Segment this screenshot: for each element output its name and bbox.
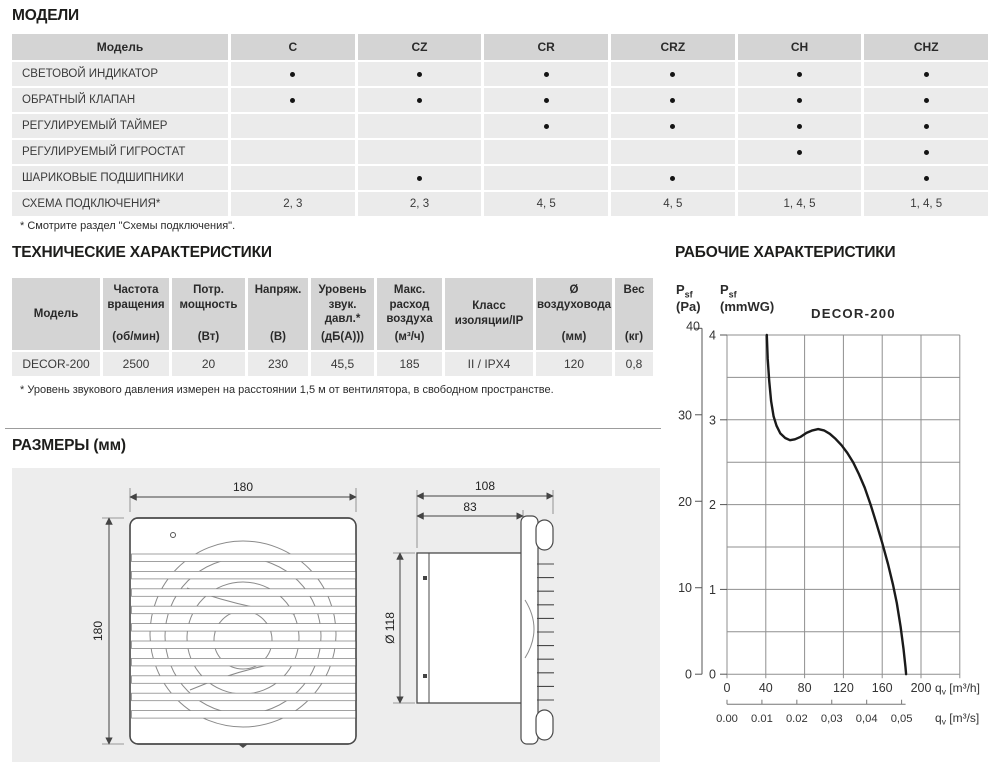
tech-data-cell: 20 — [172, 352, 245, 376]
tech-data-cell: 45,5 — [311, 352, 374, 376]
models-header-cell: C — [231, 34, 355, 60]
tech-footnote: * Уровень звукового давления измерен на расстоянии 1,5 м от вентилятора, в свободном пространстве. — [20, 384, 554, 396]
feature-value-cell — [484, 114, 608, 138]
feature-value-cell — [611, 114, 735, 138]
feature-value-cell: 4, 5 — [484, 192, 608, 216]
tech-header-unit: (дБ(А))) — [320, 331, 365, 344]
tech-data-row — [12, 352, 653, 376]
pa-axis — [678, 319, 702, 681]
screw-icon — [171, 533, 176, 538]
feature-value-cell — [738, 140, 862, 164]
tech-header-cell — [172, 278, 245, 350]
feature-value-cell — [864, 166, 988, 190]
feature-value-cell — [738, 62, 862, 86]
feature-value-cell — [611, 140, 735, 164]
feature-value-cell — [358, 140, 482, 164]
depth-duct-dim: 83 — [463, 500, 477, 514]
feature-value-cell: 2, 3 — [358, 192, 482, 216]
svg-text:30: 30 — [678, 408, 692, 423]
feature-label: ШАРИКОВЫЕ ПОДШИПНИКИ — [12, 166, 228, 190]
svg-text:0: 0 — [709, 667, 716, 682]
tech-header-row — [12, 278, 653, 350]
mmwg-axis — [709, 329, 727, 682]
feature-value-cell — [231, 114, 355, 138]
feature-dot-icon — [417, 98, 422, 103]
feature-value-cell — [484, 140, 608, 164]
tech-header-cell — [445, 278, 533, 350]
tech-data-cell: 230 — [248, 352, 308, 376]
feature-dot-icon — [670, 124, 675, 129]
feature-dot-icon — [290, 72, 295, 77]
feature-value-cell — [611, 62, 735, 86]
performance-section-title: РАБОЧИЕ ХАРАКТЕРИСТИКИ — [675, 244, 896, 261]
tech-header-cell — [536, 278, 612, 350]
tech-header-unit: (кг) — [624, 331, 644, 344]
feature-dot-icon — [670, 72, 675, 77]
tech-header-unit: (Вт) — [197, 331, 220, 344]
feature-dot-icon — [290, 98, 295, 103]
tech-header-cell — [615, 278, 653, 350]
models-header-cell: CHZ — [864, 34, 988, 60]
section-divider — [5, 428, 661, 429]
feature-value-cell — [231, 166, 355, 190]
feature-label: СХЕМА ПОДКЛЮЧЕНИЯ* — [12, 192, 228, 216]
svg-text:0.01: 0.01 — [751, 713, 773, 726]
svg-text:0.00: 0.00 — [716, 713, 738, 726]
feature-label: РЕГУЛИРУЕМЫЙ ГИГРОСТАТ — [12, 140, 228, 164]
chart-canvas — [670, 282, 1000, 760]
tech-data-cell: 2500 — [103, 352, 169, 376]
feature-value-cell — [864, 114, 988, 138]
feature-value-cell — [358, 114, 482, 138]
feature-value-cell — [358, 62, 482, 86]
feature-dot-icon — [924, 72, 929, 77]
feature-value-cell — [231, 62, 355, 86]
svg-text:0: 0 — [723, 681, 731, 696]
feature-value-cell: 1, 4, 5 — [864, 192, 988, 216]
tech-data-cell: 0,8 — [615, 352, 653, 376]
models-header-cell: CZ — [358, 34, 482, 60]
feature-dot-icon — [924, 150, 929, 155]
svg-text:3: 3 — [709, 413, 716, 428]
svg-text:qv [m³/h]: $q_v$ [m³/h] — [935, 681, 980, 697]
feature-value-cell — [738, 166, 862, 190]
svg-text:40: 40 — [758, 681, 773, 696]
feature-value-cell — [484, 62, 608, 86]
feature-label: СВЕТОВОЙ ИНДИКАТОР — [12, 62, 228, 86]
tech-data-cell: II / IPX4 — [445, 352, 533, 376]
tech-header-unit: (мм) — [561, 331, 587, 344]
tech-section-title: ТЕХНИЧЕСКИЕ ХАРАКТЕРИСТИКИ — [12, 244, 272, 261]
tech-header-name: Вес — [623, 284, 645, 296]
svg-text:120: 120 — [832, 681, 854, 696]
models-row — [12, 88, 988, 112]
models-header-cell: CH — [738, 34, 862, 60]
front-view — [91, 480, 357, 748]
dimensions-drawing-panel — [12, 468, 660, 762]
feature-dot-icon — [797, 72, 802, 77]
feature-dot-icon — [544, 72, 549, 77]
feature-dot-icon — [544, 124, 549, 129]
tech-data-cell: 120 — [536, 352, 612, 376]
tech-header-name: Модель — [33, 307, 79, 320]
feature-dot-icon — [797, 124, 802, 129]
tech-header-name: Напряж. — [254, 284, 302, 296]
feature-label: РЕГУЛИРУЕМЫЙ ТАЙМЕР — [12, 114, 228, 138]
models-header-cell: CRZ — [611, 34, 735, 60]
duct-diameter-dim: Ø 118 — [383, 612, 397, 644]
svg-text:0,05: 0,05 — [890, 713, 913, 726]
feature-value-cell — [738, 88, 862, 112]
feature-value-cell — [358, 166, 482, 190]
svg-text:qv [m³/s]: $q_v$ [m³/s] — [935, 711, 980, 727]
tech-header-cell — [311, 278, 374, 350]
models-row — [12, 140, 988, 164]
models-table — [12, 34, 988, 218]
svg-text:0.02: 0.02 — [785, 713, 808, 726]
feature-dot-icon — [670, 176, 675, 181]
feature-value-cell — [484, 88, 608, 112]
feature-value-cell — [738, 114, 862, 138]
feature-value-cell: 4, 5 — [611, 192, 735, 216]
feature-dot-icon — [797, 150, 802, 155]
front-width-dim: 180 — [232, 480, 254, 494]
x-axis-m3h — [724, 681, 980, 697]
tech-header-cell — [12, 278, 100, 350]
models-header-row — [12, 34, 988, 60]
pa-axis-label: $P_{sf}$ (Pa) — [676, 282, 701, 314]
tech-header-name: Уровень звук. давл.* — [318, 284, 367, 326]
svg-text:80: 80 — [797, 681, 812, 696]
panel-fins — [537, 564, 554, 700]
feature-dot-icon — [924, 124, 929, 129]
svg-text:10: 10 — [678, 581, 692, 596]
tech-header-cell — [377, 278, 442, 350]
svg-text:40: 40 — [686, 319, 700, 334]
front-height-dim: 180 — [91, 620, 105, 642]
feature-value-cell — [231, 140, 355, 164]
feature-dot-icon — [670, 98, 675, 103]
svg-text:0,03: 0,03 — [820, 713, 843, 726]
feature-dot-icon — [417, 176, 422, 181]
feature-value-cell — [864, 140, 988, 164]
svg-text:2: 2 — [709, 498, 716, 513]
models-footnote: * Смотрите раздел "Схемы подключения". — [20, 220, 236, 232]
tech-header-name: Ø воздуховода — [536, 284, 612, 311]
performance-chart — [670, 282, 1000, 760]
svg-text:0,04: 0,04 — [855, 713, 878, 726]
tech-header-unit: (об/мин) — [112, 331, 160, 344]
tech-specs-table — [12, 278, 653, 376]
feature-value-cell — [611, 88, 735, 112]
dimensions-section-title: РАЗМЕРЫ (мм) — [12, 437, 126, 454]
tech-header-cell — [103, 278, 169, 350]
side-view — [383, 479, 554, 744]
tech-header-name: Макс. расход воздуха — [386, 284, 433, 326]
feature-dot-icon — [797, 98, 802, 103]
tech-header-cell — [248, 278, 308, 350]
feature-value-cell — [231, 88, 355, 112]
tech-header-name: Потр. мощность — [179, 284, 238, 311]
tech-header-unit: (В) — [270, 331, 286, 344]
tech-header-name: Класс изоляции/IP — [454, 300, 524, 327]
svg-text:1: 1 — [709, 582, 716, 597]
tech-data-cell: 185 — [377, 352, 442, 376]
svg-text:0: 0 — [685, 667, 692, 682]
feature-dot-icon — [924, 98, 929, 103]
bottom-clip — [238, 744, 248, 748]
feature-dot-icon — [924, 176, 929, 181]
feature-dot-icon — [544, 98, 549, 103]
feature-dot-icon — [417, 72, 422, 77]
tech-header-name: Частота вращения — [107, 284, 165, 311]
x-axis-m3s — [716, 700, 979, 727]
feature-value-cell — [358, 88, 482, 112]
chart-grid — [727, 335, 960, 678]
feature-value-cell — [864, 62, 988, 86]
models-section-title: МОДЕЛИ — [12, 7, 79, 24]
svg-text:4: 4 — [709, 328, 716, 343]
dimensions-drawing — [12, 468, 660, 762]
feature-value-cell — [864, 88, 988, 112]
svg-text:20: 20 — [678, 494, 692, 509]
models-row — [12, 62, 988, 86]
svg-text:200: 200 — [910, 681, 932, 696]
tech-header-unit: (м³/ч) — [394, 331, 425, 344]
chart-title: DECOR-200 — [810, 306, 896, 321]
tech-data-cell: DECOR-200 — [12, 352, 100, 376]
feature-value-cell: 1, 4, 5 — [738, 192, 862, 216]
feature-value-cell — [611, 166, 735, 190]
models-row — [12, 192, 988, 216]
models-header-cell: Модель — [12, 34, 228, 60]
models-row — [12, 114, 988, 138]
svg-text:160: 160 — [871, 681, 893, 696]
feature-value-cell: 2, 3 — [231, 192, 355, 216]
feature-value-cell — [484, 166, 608, 190]
models-header-cell: CR — [484, 34, 608, 60]
depth-total-dim: 108 — [474, 479, 496, 493]
mmwg-axis-label: $P_{sf}$ (mmWG) — [720, 282, 775, 314]
models-row — [12, 166, 988, 190]
feature-label: ОБРАТНЫЙ КЛАПАН — [12, 88, 228, 112]
